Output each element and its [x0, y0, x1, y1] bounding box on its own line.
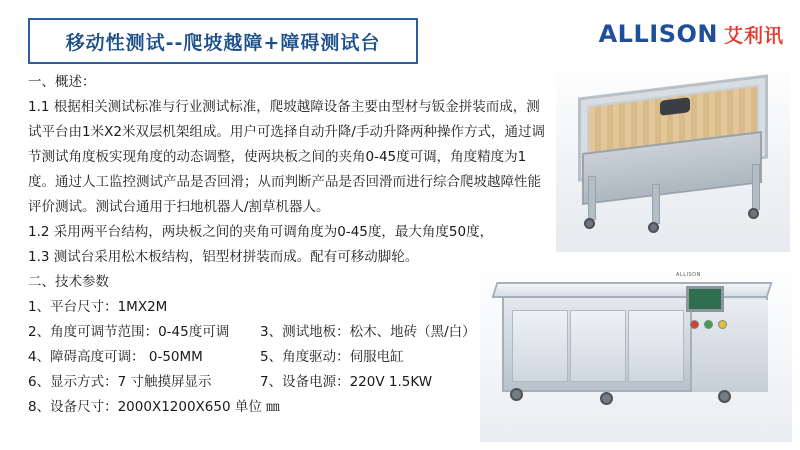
- param-item: 8、设备尺寸：2000X1200X650 单位 ㎜: [28, 399, 280, 415]
- param-row: [28, 370, 548, 395]
- overview-paragraph-1-2: 1.2 采用两平台结构，两块板之间的夹角可调角度为0-45度，最大角度50度，: [28, 224, 494, 240]
- ramp-leg: [752, 164, 760, 210]
- document-body: [28, 70, 548, 420]
- brand-name-cn: 艾利讯: [723, 25, 784, 47]
- product-photo-cabinet: [480, 262, 792, 442]
- start-button[interactable]: [704, 320, 713, 329]
- cabinet-door-panel: [570, 310, 626, 382]
- ramp-leg: [588, 176, 596, 220]
- param-item: 6、显示方式：7 寸触摸屏显示: [28, 374, 212, 390]
- cabinet-door-panel: [628, 310, 684, 382]
- cabinet-door-panel: [512, 310, 568, 382]
- param-item: 7、设备电源：220V 1.5KW: [260, 374, 433, 390]
- brand-logo: [599, 20, 784, 48]
- cabinet-brand-label: ALLISON: [676, 272, 701, 278]
- overview-paragraph-1-3: 1.3 测试台采用松木板结构，铝型材拼装而成。配有可移动脚轮。: [28, 249, 419, 265]
- brand-name-en: ALLISON: [598, 20, 718, 48]
- cabinet-caster-wheel: [718, 390, 731, 403]
- param-item: 3、测试地板：松木、地砖（黑/白）: [260, 324, 476, 340]
- param-item: 1、平台尺寸：1MX2M: [28, 299, 168, 315]
- power-indicator-icon: [718, 320, 727, 329]
- page-title-box: [28, 18, 418, 64]
- param-item: 5、角度驱动：伺服电缸: [260, 349, 404, 365]
- params-heading: 二、技术参数: [28, 274, 109, 290]
- ramp-caster-wheel: [584, 218, 595, 229]
- overview-heading: 一、概述：: [28, 74, 96, 90]
- param-row: [28, 345, 548, 370]
- cabinet-caster-wheel: [510, 388, 523, 401]
- param-row: [28, 320, 548, 345]
- cabinet-control-section: [690, 300, 768, 392]
- ramp-leg: [652, 184, 660, 224]
- param-row: [28, 395, 548, 420]
- emergency-stop-button[interactable]: [690, 320, 699, 329]
- product-photo-ramp: [556, 72, 790, 252]
- touchscreen-display[interactable]: [686, 286, 724, 312]
- ramp-caster-wheel: [748, 208, 759, 219]
- page-title: 移动性测试--爬坡越障+障碍测试台: [65, 31, 381, 54]
- cabinet-body: [502, 296, 768, 392]
- param-item: 4、障碍高度可调： 0-50MM: [28, 349, 203, 365]
- cabinet-caster-wheel: [600, 392, 613, 405]
- param-row: [28, 295, 548, 320]
- ramp-caster-wheel: [648, 222, 659, 233]
- overview-paragraph-1-1: 1.1 根据相关测试标准与行业测试标准，爬坡越障设备主要由型材与钣金拼装而成，测试平台由1米X2米双层机架组成。用户可选择自动升降/手动升降两种操作方式，通过调节测试角度板实现角度的动态调整，使两块板之间的夹角0-45度可调，角度精度为1度。通过人工监控测试产品是否回滑；从而判断产品是否回滑而进行综合爬坡越障性能评价测试。测试台通用于扫地机器人/割草机器人。: [28, 99, 545, 215]
- param-item: 2、角度可调节范围：0-45度可调: [28, 324, 230, 340]
